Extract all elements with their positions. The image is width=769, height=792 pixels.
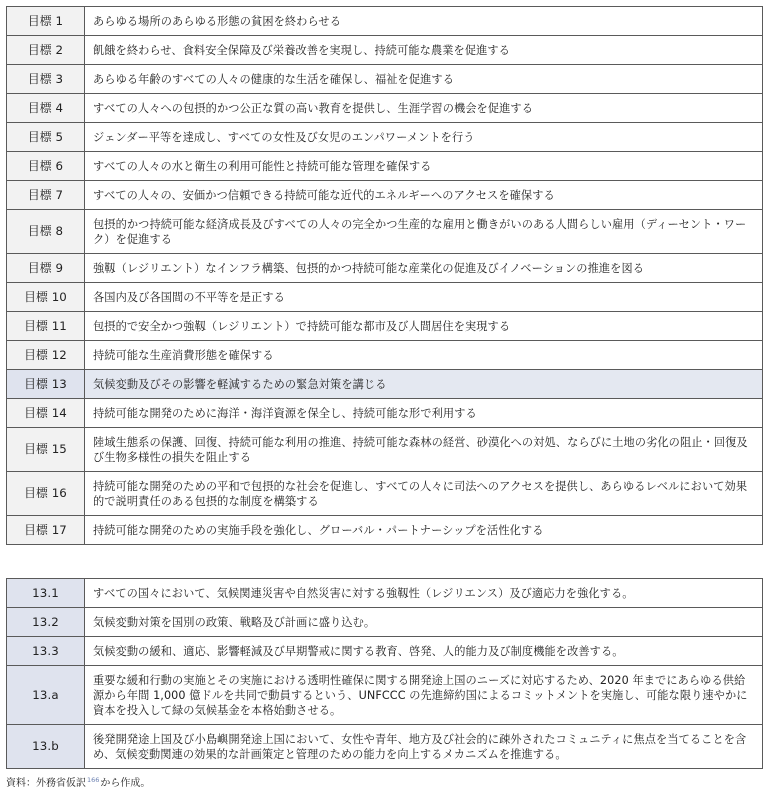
goal-text: 強靱（レジリエント）なインフラ構築、包摂的かつ持続可能な産業化の促進及びイノベーションの推進を図る [85,254,763,283]
goal-row-1 [7,7,763,36]
goal-label: 目標 11 [7,312,85,341]
goal-text: すべての人々の、安価かつ信頼できる持続可能な近代的エネルギーへのアクセスを確保する [85,181,763,210]
goal-label: 目標 3 [7,65,85,94]
target-row-13-3 [7,637,763,666]
target-text: 気候変動対策を国別の政策、戦略及び計画に盛り込む。 [85,608,763,637]
goal-text: 各国内及び各国間の不平等を是正する [85,283,763,312]
goal-row-4 [7,94,763,123]
goal-text: 持続可能な生産消費形態を確保する [85,341,763,370]
goal-row-2 [7,36,763,65]
target-label: 13.a [7,666,85,725]
goal-13-targets-table [6,578,763,769]
goal-text: あらゆる場所のあらゆる形態の貧困を終わらせる [85,7,763,36]
goal-row-17 [7,516,763,545]
goal-label: 目標 10 [7,283,85,312]
goal-row-6 [7,152,763,181]
goal-row-13-highlighted [7,370,763,399]
target-row-13-b [7,725,763,769]
goal-text: 飢餓を終わらせ、食料安全保障及び栄養改善を実現し、持続可能な農業を促進する [85,36,763,65]
goal-label: 目標 4 [7,94,85,123]
goal-row-15 [7,428,763,472]
goal-text: すべての人々への包摂的かつ公正な質の高い教育を提供し、生涯学習の機会を促進する [85,94,763,123]
target-label: 13.3 [7,637,85,666]
goal-text: 持続可能な開発のために海洋・海洋資源を保全し、持続可能な形で利用する [85,399,763,428]
goal-row-7 [7,181,763,210]
goal-text: 持続可能な開発のための平和で包摂的な社会を促進し、すべての人々に司法へのアクセスを提供し、あらゆるレベルにおいて効果的で説明責任のある包摂的な制度を構築する [85,472,763,516]
goal-row-8 [7,210,763,254]
footnote-reference[interactable]: 166 [87,776,100,784]
goal-row-16 [7,472,763,516]
goal-label: 目標 15 [7,428,85,472]
source-note-prefix: 資料：外務省仮訳 [6,778,86,789]
goal-label: 目標 8 [7,210,85,254]
target-row-13-2 [7,608,763,637]
goal-text: あらゆる年齢のすべての人々の健康的な生活を確保し、福祉を促進する [85,65,763,94]
source-note [6,774,150,790]
goal-text: 包摂的で安全かつ強靱（レジリエント）で持続可能な都市及び人間居住を実現する [85,312,763,341]
sdg-goals-table [6,6,763,545]
target-label: 13.b [7,725,85,769]
goal-label: 目標 16 [7,472,85,516]
goal-row-12 [7,341,763,370]
goal-label: 目標 7 [7,181,85,210]
target-text: すべての国々において、気候関連災害や自然災害に対する強靱性（レジリエンス）及び適応力を強化する。 [85,579,763,608]
target-row-13-a [7,666,763,725]
goal-row-5 [7,123,763,152]
goal-row-10 [7,283,763,312]
goal-text: 持続可能な開発のための実施手段を強化し、グローバル・パートナーシップを活性化する [85,516,763,545]
goal-row-14 [7,399,763,428]
target-text: 重要な緩和行動の実施とその実施における透明性確保に関する開発途上国のニーズに対応するため、2020 年までにあらゆる供給源から年間 1,000 億ドルを共同で動員するという、UNFCCC の先進締約国によるコミットメントを実施し、可能な限り速やかに資本を投入して緑の気候基金を本格始動させる。 [85,666,763,725]
goal-row-9 [7,254,763,283]
goal-text: すべての人々の水と衛生の利用可能性と持続可能な管理を確保する [85,152,763,181]
goal-label: 目標 13 [7,370,85,399]
goal-label: 目標 9 [7,254,85,283]
goal-label: 目標 12 [7,341,85,370]
goal-label: 目標 17 [7,516,85,545]
goal-label: 目標 5 [7,123,85,152]
target-text: 気候変動の緩和、適応、影響軽減及び早期警戒に関する教育、啓発、人的能力及び制度機能を改善する。 [85,637,763,666]
goal-text: ジェンダー平等を達成し、すべての女性及び女児のエンパワーメントを行う [85,123,763,152]
source-note-suffix: から作成。 [100,778,151,789]
goal-label: 目標 6 [7,152,85,181]
goal-label: 目標 1 [7,7,85,36]
goal-row-11 [7,312,763,341]
target-text: 後発開発途上国及び小島嶼開発途上国において、女性や青年、地方及び社会的に疎外されたコミュニティに焦点を当てることを含め、気候変動関連の効果的な計画策定と管理のための能力を向上するメカニズムを推進する。 [85,725,763,769]
goal-label: 目標 14 [7,399,85,428]
target-label: 13.2 [7,608,85,637]
goal-text: 気候変動及びその影響を軽減するための緊急対策を講じる [85,370,763,399]
target-row-13-1 [7,579,763,608]
target-label: 13.1 [7,579,85,608]
goal-text: 陸域生態系の保護、回復、持続可能な利用の推進、持続可能な森林の経営、砂漠化への対処、ならびに土地の劣化の阻止・回復及び生物多様性の損失を阻止する [85,428,763,472]
goal-text: 包摂的かつ持続可能な経済成長及びすべての人々の完全かつ生産的な雇用と働きがいのある人間らしい雇用（ディーセント・ワーク）を促進する [85,210,763,254]
goal-row-3 [7,65,763,94]
goal-label: 目標 2 [7,36,85,65]
